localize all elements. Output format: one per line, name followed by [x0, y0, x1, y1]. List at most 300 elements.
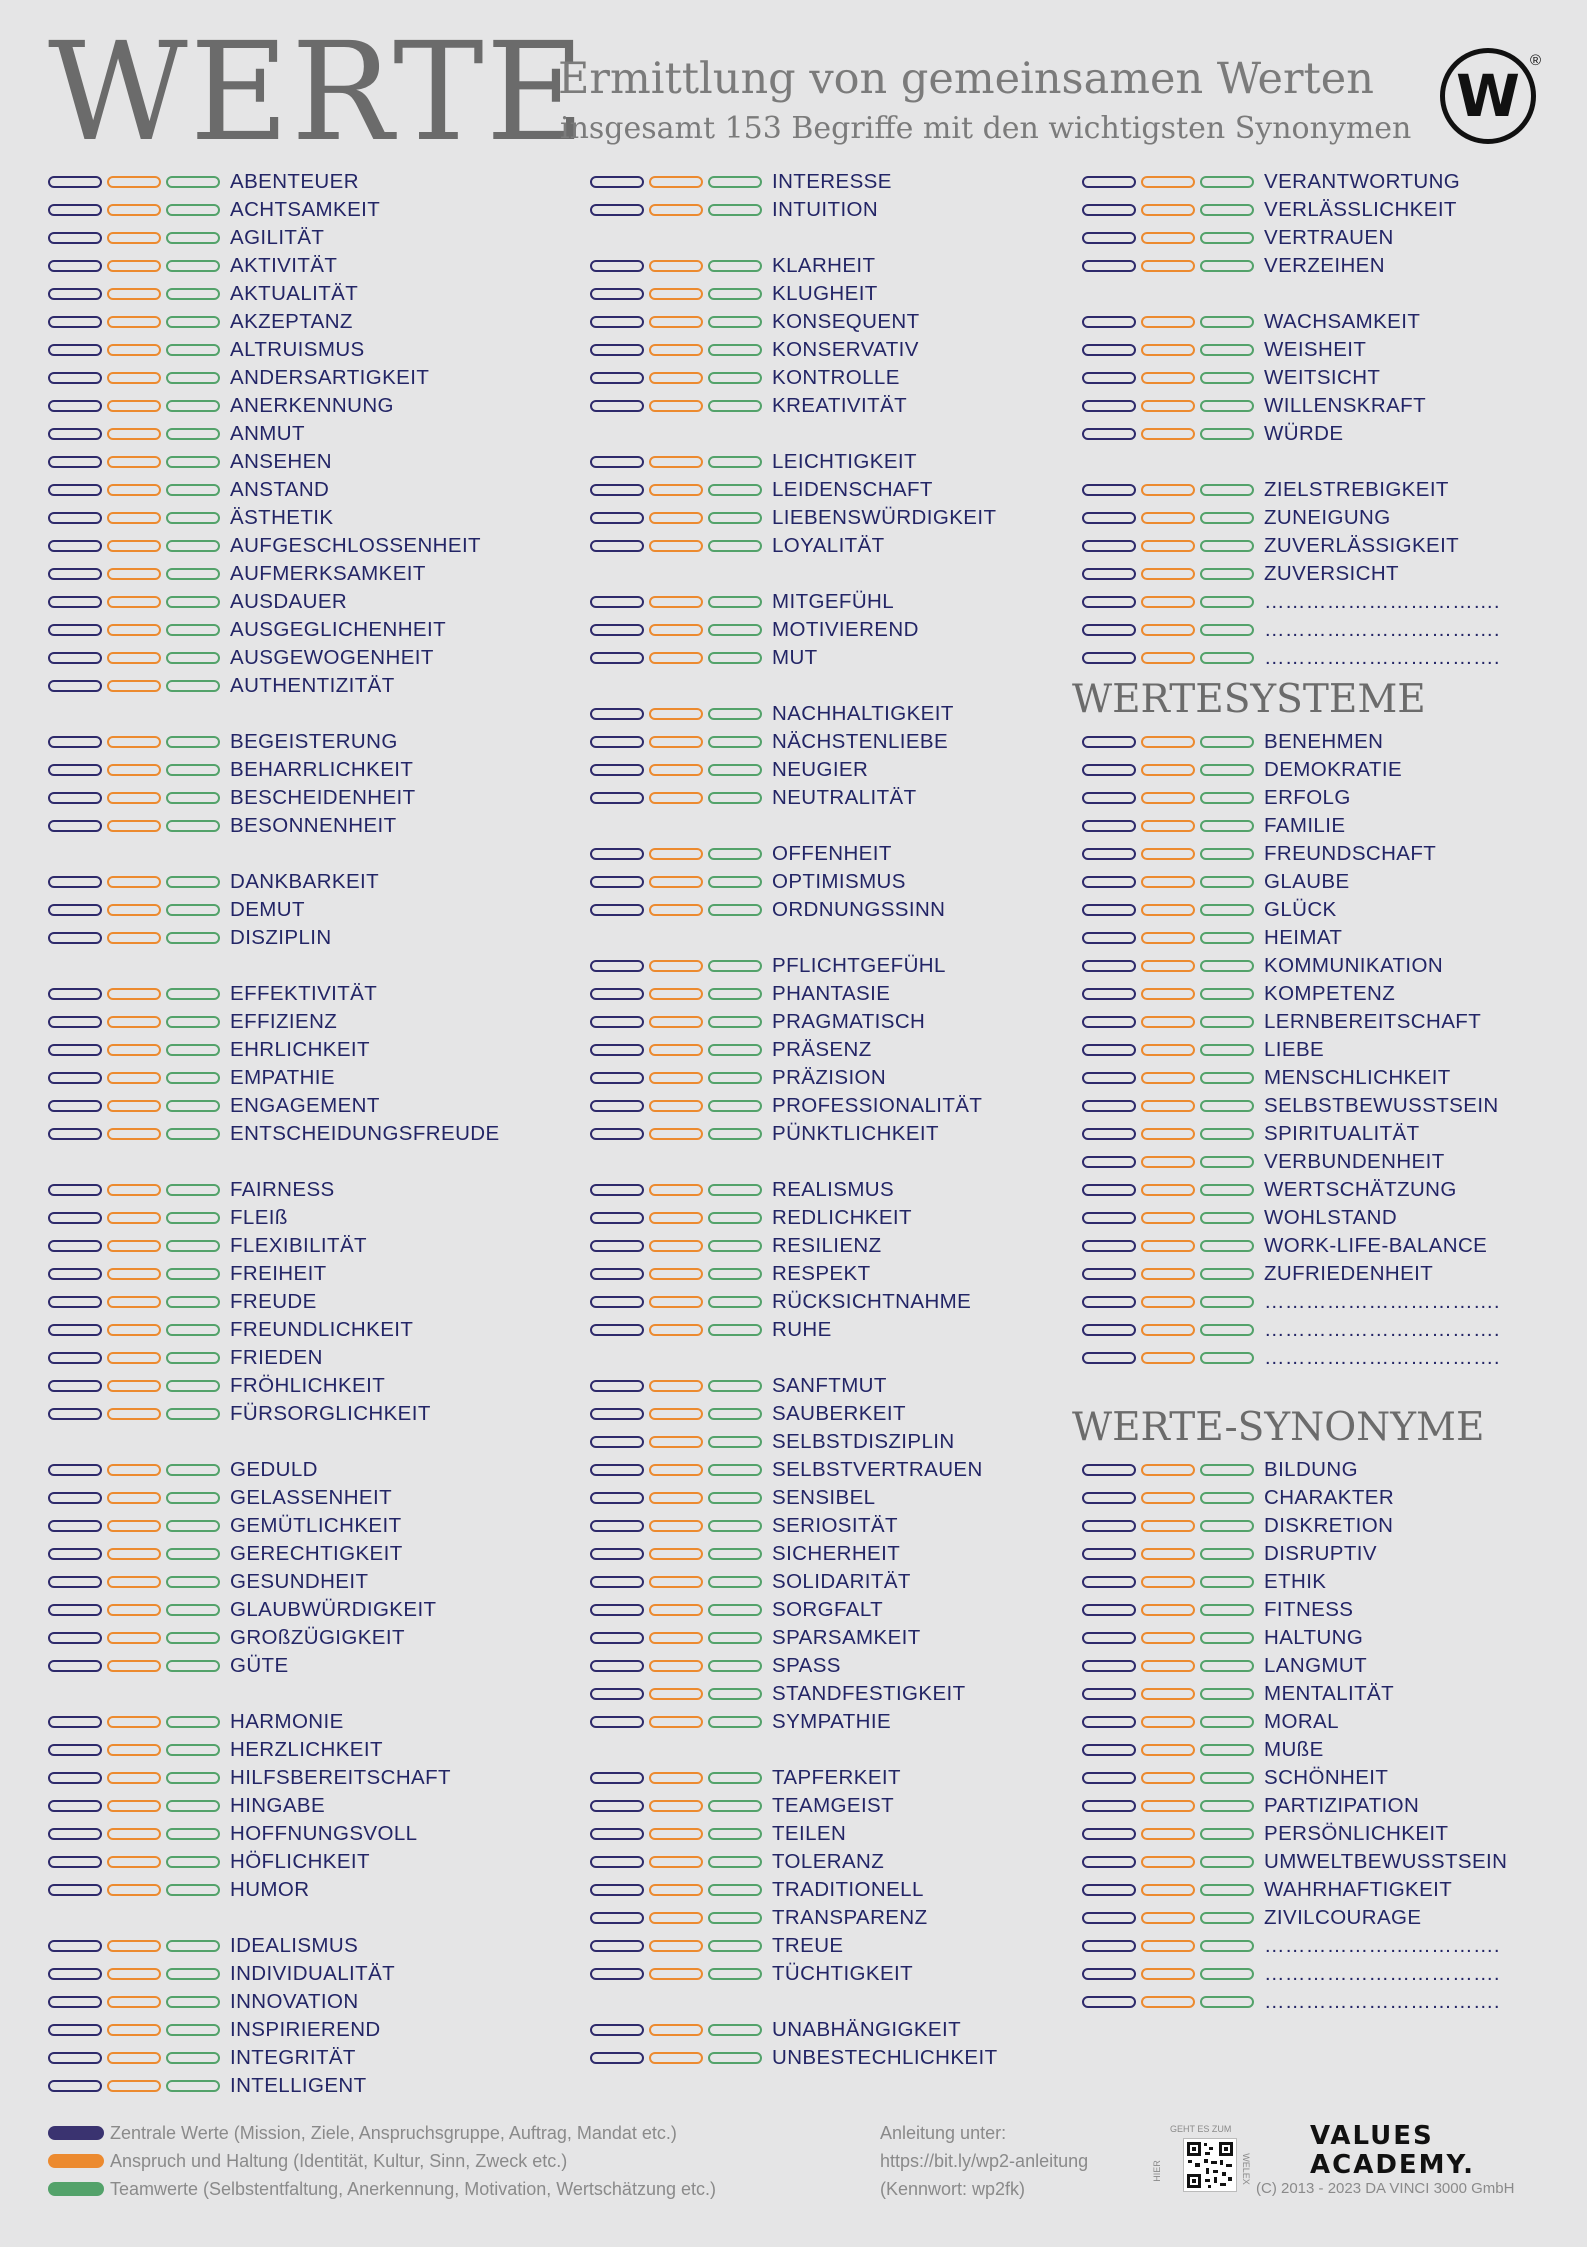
checkbox-zentrale-werte[interactable] — [1082, 1100, 1136, 1112]
checkbox-teamwerte[interactable] — [708, 1464, 762, 1476]
checkbox-zentrale-werte[interactable] — [48, 1744, 102, 1756]
checkbox-zentrale-werte[interactable] — [1082, 1884, 1136, 1896]
checkbox-anspruch-haltung[interactable] — [1141, 1716, 1195, 1728]
checkbox-anspruch-haltung[interactable] — [107, 2024, 161, 2036]
checkbox-zentrale-werte[interactable] — [590, 316, 644, 328]
checkbox-teamwerte[interactable] — [166, 1996, 220, 2008]
checkbox-zentrale-werte[interactable] — [590, 1856, 644, 1868]
checkbox-teamwerte[interactable] — [1200, 1184, 1254, 1196]
checkbox-zentrale-werte[interactable] — [48, 1856, 102, 1868]
checkbox-anspruch-haltung[interactable] — [649, 1128, 703, 1140]
checkbox-teamwerte[interactable] — [708, 1408, 762, 1420]
checkbox-anspruch-haltung[interactable] — [1141, 764, 1195, 776]
checkbox-teamwerte[interactable] — [708, 1044, 762, 1056]
checkbox-teamwerte[interactable] — [166, 1128, 220, 1140]
checkbox-teamwerte[interactable] — [708, 1212, 762, 1224]
checkbox-anspruch-haltung[interactable] — [1141, 652, 1195, 664]
checkbox-zentrale-werte[interactable] — [48, 1576, 102, 1588]
checkbox-teamwerte[interactable] — [708, 456, 762, 468]
checkbox-teamwerte[interactable] — [166, 1856, 220, 1868]
checkbox-anspruch-haltung[interactable] — [107, 1604, 161, 1616]
checkbox-anspruch-haltung[interactable] — [649, 1968, 703, 1980]
checkbox-teamwerte[interactable] — [708, 1800, 762, 1812]
checkbox-zentrale-werte[interactable] — [1082, 988, 1136, 1000]
checkbox-zentrale-werte[interactable] — [48, 540, 102, 552]
checkbox-teamwerte[interactable] — [166, 876, 220, 888]
checkbox-teamwerte[interactable] — [708, 1772, 762, 1784]
checkbox-anspruch-haltung[interactable] — [1141, 1268, 1195, 1280]
checkbox-zentrale-werte[interactable] — [590, 904, 644, 916]
checkbox-zentrale-werte[interactable] — [590, 1016, 644, 1028]
checkbox-teamwerte[interactable] — [166, 176, 220, 188]
checkbox-zentrale-werte[interactable] — [590, 400, 644, 412]
checkbox-zentrale-werte[interactable] — [1082, 1856, 1136, 1868]
checkbox-teamwerte[interactable] — [166, 1296, 220, 1308]
checkbox-zentrale-werte[interactable] — [590, 792, 644, 804]
checkbox-zentrale-werte[interactable] — [590, 1800, 644, 1812]
checkbox-anspruch-haltung[interactable] — [107, 568, 161, 580]
checkbox-anspruch-haltung[interactable] — [649, 1884, 703, 1896]
checkbox-anspruch-haltung[interactable] — [107, 428, 161, 440]
checkbox-zentrale-werte[interactable] — [48, 1800, 102, 1812]
checkbox-teamwerte[interactable] — [166, 1660, 220, 1672]
checkbox-anspruch-haltung[interactable] — [107, 876, 161, 888]
checkbox-anspruch-haltung[interactable] — [1141, 1912, 1195, 1924]
checkbox-anspruch-haltung[interactable] — [107, 1996, 161, 2008]
checkbox-zentrale-werte[interactable] — [1082, 1632, 1136, 1644]
checkbox-zentrale-werte[interactable] — [48, 764, 102, 776]
checkbox-teamwerte[interactable] — [1200, 1912, 1254, 1924]
checkbox-teamwerte[interactable] — [166, 1240, 220, 1252]
checkbox-anspruch-haltung[interactable] — [1141, 540, 1195, 552]
checkbox-zentrale-werte[interactable] — [48, 624, 102, 636]
checkbox-anspruch-haltung[interactable] — [649, 988, 703, 1000]
checkbox-anspruch-haltung[interactable] — [107, 1408, 161, 1420]
checkbox-anspruch-haltung[interactable] — [649, 708, 703, 720]
checkbox-anspruch-haltung[interactable] — [1141, 428, 1195, 440]
checkbox-teamwerte[interactable] — [1200, 652, 1254, 664]
checkbox-anspruch-haltung[interactable] — [649, 288, 703, 300]
checkbox-zentrale-werte[interactable] — [590, 1660, 644, 1672]
checkbox-anspruch-haltung[interactable] — [649, 1856, 703, 1868]
checkbox-anspruch-haltung[interactable] — [649, 1576, 703, 1588]
checkbox-anspruch-haltung[interactable] — [649, 1240, 703, 1252]
checkbox-teamwerte[interactable] — [708, 1884, 762, 1896]
checkbox-anspruch-haltung[interactable] — [649, 1520, 703, 1532]
checkbox-teamwerte[interactable] — [1200, 848, 1254, 860]
checkbox-anspruch-haltung[interactable] — [1141, 624, 1195, 636]
checkbox-zentrale-werte[interactable] — [1082, 260, 1136, 272]
checkbox-anspruch-haltung[interactable] — [107, 904, 161, 916]
checkbox-anspruch-haltung[interactable] — [649, 1184, 703, 1196]
checkbox-zentrale-werte[interactable] — [48, 1464, 102, 1476]
checkbox-zentrale-werte[interactable] — [1082, 1548, 1136, 1560]
checkbox-teamwerte[interactable] — [1200, 1576, 1254, 1588]
checkbox-anspruch-haltung[interactable] — [1141, 876, 1195, 888]
checkbox-teamwerte[interactable] — [1200, 1660, 1254, 1672]
checkbox-anspruch-haltung[interactable] — [1141, 1072, 1195, 1084]
checkbox-zentrale-werte[interactable] — [1082, 176, 1136, 188]
checkbox-zentrale-werte[interactable] — [48, 792, 102, 804]
checkbox-zentrale-werte[interactable] — [590, 1408, 644, 1420]
checkbox-teamwerte[interactable] — [1200, 1156, 1254, 1168]
checkbox-zentrale-werte[interactable] — [590, 372, 644, 384]
checkbox-teamwerte[interactable] — [1200, 1492, 1254, 1504]
checkbox-teamwerte[interactable] — [1200, 1996, 1254, 2008]
checkbox-zentrale-werte[interactable] — [1082, 1184, 1136, 1196]
checkbox-teamwerte[interactable] — [166, 1632, 220, 1644]
checkbox-teamwerte[interactable] — [1200, 624, 1254, 636]
checkbox-anspruch-haltung[interactable] — [1141, 1352, 1195, 1364]
checkbox-anspruch-haltung[interactable] — [1141, 1856, 1195, 1868]
checkbox-anspruch-haltung[interactable] — [649, 1100, 703, 1112]
checkbox-zentrale-werte[interactable] — [590, 484, 644, 496]
checkbox-teamwerte[interactable] — [708, 1324, 762, 1336]
checkbox-teamwerte[interactable] — [166, 260, 220, 272]
checkbox-teamwerte[interactable] — [166, 1940, 220, 1952]
checkbox-zentrale-werte[interactable] — [1082, 1968, 1136, 1980]
checkbox-teamwerte[interactable] — [166, 932, 220, 944]
checkbox-anspruch-haltung[interactable] — [1141, 1604, 1195, 1616]
checkbox-anspruch-haltung[interactable] — [107, 540, 161, 552]
checkbox-anspruch-haltung[interactable] — [1141, 484, 1195, 496]
checkbox-teamwerte[interactable] — [708, 1828, 762, 1840]
checkbox-zentrale-werte[interactable] — [48, 1884, 102, 1896]
checkbox-teamwerte[interactable] — [166, 904, 220, 916]
checkbox-teamwerte[interactable] — [1200, 960, 1254, 972]
checkbox-anspruch-haltung[interactable] — [107, 1632, 161, 1644]
checkbox-anspruch-haltung[interactable] — [107, 764, 161, 776]
checkbox-zentrale-werte[interactable] — [1082, 316, 1136, 328]
checkbox-zentrale-werte[interactable] — [48, 1184, 102, 1196]
checkbox-anspruch-haltung[interactable] — [1141, 1044, 1195, 1056]
checkbox-teamwerte[interactable] — [1200, 1296, 1254, 1308]
checkbox-teamwerte[interactable] — [1200, 1716, 1254, 1728]
checkbox-teamwerte[interactable] — [1200, 1464, 1254, 1476]
checkbox-anspruch-haltung[interactable] — [1141, 596, 1195, 608]
checkbox-zentrale-werte[interactable] — [1082, 1324, 1136, 1336]
checkbox-anspruch-haltung[interactable] — [649, 624, 703, 636]
checkbox-zentrale-werte[interactable] — [590, 736, 644, 748]
checkbox-anspruch-haltung[interactable] — [107, 2080, 161, 2092]
checkbox-teamwerte[interactable] — [166, 820, 220, 832]
checkbox-anspruch-haltung[interactable] — [1141, 1996, 1195, 2008]
checkbox-teamwerte[interactable] — [166, 1800, 220, 1812]
checkbox-zentrale-werte[interactable] — [590, 1436, 644, 1448]
checkbox-anspruch-haltung[interactable] — [107, 1520, 161, 1532]
checkbox-teamwerte[interactable] — [708, 1716, 762, 1728]
checkbox-zentrale-werte[interactable] — [590, 1576, 644, 1588]
checkbox-zentrale-werte[interactable] — [590, 848, 644, 860]
checkbox-teamwerte[interactable] — [708, 1576, 762, 1588]
checkbox-anspruch-haltung[interactable] — [1141, 1100, 1195, 1112]
checkbox-teamwerte[interactable] — [708, 344, 762, 356]
checkbox-teamwerte[interactable] — [708, 708, 762, 720]
checkbox-zentrale-werte[interactable] — [590, 1604, 644, 1616]
checkbox-teamwerte[interactable] — [708, 1520, 762, 1532]
checkbox-anspruch-haltung[interactable] — [649, 400, 703, 412]
checkbox-anspruch-haltung[interactable] — [1141, 1660, 1195, 1672]
checkbox-zentrale-werte[interactable] — [590, 176, 644, 188]
checkbox-zentrale-werte[interactable] — [1082, 1240, 1136, 1252]
checkbox-anspruch-haltung[interactable] — [1141, 204, 1195, 216]
checkbox-zentrale-werte[interactable] — [48, 1492, 102, 1504]
checkbox-anspruch-haltung[interactable] — [107, 1716, 161, 1728]
checkbox-zentrale-werte[interactable] — [1082, 1660, 1136, 1672]
checkbox-zentrale-werte[interactable] — [48, 1240, 102, 1252]
checkbox-teamwerte[interactable] — [166, 1212, 220, 1224]
checkbox-anspruch-haltung[interactable] — [649, 1548, 703, 1560]
checkbox-zentrale-werte[interactable] — [1082, 1520, 1136, 1532]
checkbox-teamwerte[interactable] — [708, 764, 762, 776]
checkbox-zentrale-werte[interactable] — [1082, 1996, 1136, 2008]
checkbox-teamwerte[interactable] — [1200, 1800, 1254, 1812]
checkbox-zentrale-werte[interactable] — [1082, 484, 1136, 496]
checkbox-teamwerte[interactable] — [166, 1968, 220, 1980]
checkbox-anspruch-haltung[interactable] — [649, 876, 703, 888]
checkbox-teamwerte[interactable] — [1200, 1072, 1254, 1084]
checkbox-zentrale-werte[interactable] — [590, 1100, 644, 1112]
checkbox-anspruch-haltung[interactable] — [649, 1296, 703, 1308]
checkbox-anspruch-haltung[interactable] — [649, 2024, 703, 2036]
checkbox-anspruch-haltung[interactable] — [649, 512, 703, 524]
checkbox-teamwerte[interactable] — [1200, 1632, 1254, 1644]
checkbox-anspruch-haltung[interactable] — [1141, 1296, 1195, 1308]
checkbox-anspruch-haltung[interactable] — [1141, 316, 1195, 328]
checkbox-zentrale-werte[interactable] — [1082, 1940, 1136, 1952]
checkbox-teamwerte[interactable] — [166, 652, 220, 664]
checkbox-zentrale-werte[interactable] — [590, 456, 644, 468]
checkbox-zentrale-werte[interactable] — [590, 1548, 644, 1560]
checkbox-anspruch-haltung[interactable] — [1141, 260, 1195, 272]
checkbox-anspruch-haltung[interactable] — [649, 960, 703, 972]
checkbox-zentrale-werte[interactable] — [48, 820, 102, 832]
checkbox-zentrale-werte[interactable] — [48, 288, 102, 300]
checkbox-zentrale-werte[interactable] — [590, 624, 644, 636]
checkbox-anspruch-haltung[interactable] — [107, 372, 161, 384]
checkbox-teamwerte[interactable] — [166, 1072, 220, 1084]
checkbox-anspruch-haltung[interactable] — [649, 1912, 703, 1924]
checkbox-anspruch-haltung[interactable] — [107, 652, 161, 664]
checkbox-anspruch-haltung[interactable] — [107, 1828, 161, 1840]
checkbox-anspruch-haltung[interactable] — [107, 1884, 161, 1896]
checkbox-zentrale-werte[interactable] — [1082, 652, 1136, 664]
checkbox-teamwerte[interactable] — [1200, 232, 1254, 244]
checkbox-teamwerte[interactable] — [1200, 372, 1254, 384]
checkbox-zentrale-werte[interactable] — [1082, 1212, 1136, 1224]
checkbox-anspruch-haltung[interactable] — [107, 680, 161, 692]
checkbox-anspruch-haltung[interactable] — [107, 736, 161, 748]
checkbox-zentrale-werte[interactable] — [590, 1380, 644, 1392]
checkbox-teamwerte[interactable] — [1200, 1940, 1254, 1952]
checkbox-zentrale-werte[interactable] — [48, 372, 102, 384]
checkbox-anspruch-haltung[interactable] — [1141, 344, 1195, 356]
checkbox-zentrale-werte[interactable] — [1082, 792, 1136, 804]
checkbox-zentrale-werte[interactable] — [48, 2052, 102, 2064]
checkbox-zentrale-werte[interactable] — [48, 316, 102, 328]
checkbox-anspruch-haltung[interactable] — [1141, 1828, 1195, 1840]
checkbox-teamwerte[interactable] — [708, 876, 762, 888]
checkbox-zentrale-werte[interactable] — [590, 1716, 644, 1728]
checkbox-anspruch-haltung[interactable] — [107, 1772, 161, 1784]
checkbox-teamwerte[interactable] — [1200, 316, 1254, 328]
checkbox-zentrale-werte[interactable] — [590, 260, 644, 272]
checkbox-teamwerte[interactable] — [708, 288, 762, 300]
checkbox-anspruch-haltung[interactable] — [1141, 820, 1195, 832]
checkbox-zentrale-werte[interactable] — [1082, 1296, 1136, 1308]
checkbox-anspruch-haltung[interactable] — [649, 1940, 703, 1952]
checkbox-zentrale-werte[interactable] — [48, 1604, 102, 1616]
checkbox-anspruch-haltung[interactable] — [1141, 1548, 1195, 1560]
checkbox-teamwerte[interactable] — [708, 176, 762, 188]
checkbox-anspruch-haltung[interactable] — [649, 1408, 703, 1420]
checkbox-zentrale-werte[interactable] — [1082, 1156, 1136, 1168]
checkbox-anspruch-haltung[interactable] — [107, 316, 161, 328]
checkbox-zentrale-werte[interactable] — [590, 2052, 644, 2064]
checkbox-anspruch-haltung[interactable] — [649, 792, 703, 804]
checkbox-zentrale-werte[interactable] — [48, 596, 102, 608]
checkbox-teamwerte[interactable] — [166, 1772, 220, 1784]
checkbox-anspruch-haltung[interactable] — [107, 1940, 161, 1952]
checkbox-zentrale-werte[interactable] — [48, 652, 102, 664]
checkbox-teamwerte[interactable] — [1200, 904, 1254, 916]
checkbox-zentrale-werte[interactable] — [590, 652, 644, 664]
checkbox-zentrale-werte[interactable] — [1082, 1352, 1136, 1364]
checkbox-zentrale-werte[interactable] — [590, 1464, 644, 1476]
checkbox-anspruch-haltung[interactable] — [1141, 1940, 1195, 1952]
checkbox-teamwerte[interactable] — [166, 792, 220, 804]
checkbox-teamwerte[interactable] — [1200, 736, 1254, 748]
checkbox-teamwerte[interactable] — [708, 1128, 762, 1140]
checkbox-anspruch-haltung[interactable] — [107, 1660, 161, 1672]
checkbox-zentrale-werte[interactable] — [1082, 428, 1136, 440]
checkbox-zentrale-werte[interactable] — [48, 1128, 102, 1140]
checkbox-anspruch-haltung[interactable] — [107, 820, 161, 832]
checkbox-anspruch-haltung[interactable] — [649, 1380, 703, 1392]
checkbox-anspruch-haltung[interactable] — [107, 1800, 161, 1812]
checkbox-anspruch-haltung[interactable] — [649, 1688, 703, 1700]
checkbox-zentrale-werte[interactable] — [48, 2024, 102, 2036]
checkbox-zentrale-werte[interactable] — [590, 1044, 644, 1056]
checkbox-zentrale-werte[interactable] — [48, 736, 102, 748]
checkbox-teamwerte[interactable] — [1200, 876, 1254, 888]
checkbox-teamwerte[interactable] — [708, 1100, 762, 1112]
checkbox-teamwerte[interactable] — [166, 1604, 220, 1616]
checkbox-teamwerte[interactable] — [166, 596, 220, 608]
checkbox-anspruch-haltung[interactable] — [649, 540, 703, 552]
checkbox-anspruch-haltung[interactable] — [649, 484, 703, 496]
checkbox-zentrale-werte[interactable] — [48, 904, 102, 916]
checkbox-teamwerte[interactable] — [708, 1240, 762, 1252]
checkbox-zentrale-werte[interactable] — [590, 1772, 644, 1784]
checkbox-teamwerte[interactable] — [708, 1604, 762, 1616]
checkbox-teamwerte[interactable] — [1200, 1044, 1254, 1056]
checkbox-zentrale-werte[interactable] — [1082, 1772, 1136, 1784]
checkbox-anspruch-haltung[interactable] — [649, 1828, 703, 1840]
checkbox-anspruch-haltung[interactable] — [1141, 400, 1195, 412]
checkbox-anspruch-haltung[interactable] — [649, 1660, 703, 1672]
checkbox-anspruch-haltung[interactable] — [1141, 1464, 1195, 1476]
checkbox-teamwerte[interactable] — [708, 988, 762, 1000]
checkbox-zentrale-werte[interactable] — [48, 680, 102, 692]
checkbox-anspruch-haltung[interactable] — [649, 1044, 703, 1056]
checkbox-zentrale-werte[interactable] — [1082, 1688, 1136, 1700]
checkbox-zentrale-werte[interactable] — [1082, 1800, 1136, 1812]
checkbox-zentrale-werte[interactable] — [1082, 820, 1136, 832]
checkbox-teamwerte[interactable] — [708, 316, 762, 328]
checkbox-anspruch-haltung[interactable] — [649, 176, 703, 188]
checkbox-anspruch-haltung[interactable] — [107, 344, 161, 356]
checkbox-anspruch-haltung[interactable] — [107, 1016, 161, 1028]
checkbox-anspruch-haltung[interactable] — [107, 1856, 161, 1868]
checkbox-teamwerte[interactable] — [708, 1072, 762, 1084]
checkbox-zentrale-werte[interactable] — [48, 456, 102, 468]
checkbox-zentrale-werte[interactable] — [48, 1660, 102, 1672]
checkbox-anspruch-haltung[interactable] — [1141, 1492, 1195, 1504]
checkbox-teamwerte[interactable] — [1200, 1744, 1254, 1756]
checkbox-anspruch-haltung[interactable] — [649, 1436, 703, 1448]
checkbox-anspruch-haltung[interactable] — [107, 1128, 161, 1140]
checkbox-teamwerte[interactable] — [166, 736, 220, 748]
checkbox-anspruch-haltung[interactable] — [107, 1240, 161, 1252]
checkbox-teamwerte[interactable] — [166, 1380, 220, 1392]
checkbox-zentrale-werte[interactable] — [1082, 540, 1136, 552]
checkbox-zentrale-werte[interactable] — [1082, 1268, 1136, 1280]
checkbox-anspruch-haltung[interactable] — [1141, 1184, 1195, 1196]
checkbox-zentrale-werte[interactable] — [48, 1016, 102, 1028]
checkbox-teamwerte[interactable] — [1200, 1268, 1254, 1280]
checkbox-teamwerte[interactable] — [166, 2024, 220, 2036]
checkbox-zentrale-werte[interactable] — [590, 512, 644, 524]
checkbox-anspruch-haltung[interactable] — [1141, 1968, 1195, 1980]
checkbox-anspruch-haltung[interactable] — [1141, 1016, 1195, 1028]
checkbox-zentrale-werte[interactable] — [590, 344, 644, 356]
checkbox-teamwerte[interactable] — [708, 1856, 762, 1868]
checkbox-anspruch-haltung[interactable] — [107, 1744, 161, 1756]
checkbox-teamwerte[interactable] — [166, 540, 220, 552]
checkbox-zentrale-werte[interactable] — [48, 876, 102, 888]
checkbox-teamwerte[interactable] — [708, 624, 762, 636]
checkbox-teamwerte[interactable] — [166, 1828, 220, 1840]
checkbox-teamwerte[interactable] — [166, 1520, 220, 1532]
checkbox-anspruch-haltung[interactable] — [107, 204, 161, 216]
checkbox-anspruch-haltung[interactable] — [107, 456, 161, 468]
checkbox-teamwerte[interactable] — [166, 1464, 220, 1476]
checkbox-zentrale-werte[interactable] — [48, 932, 102, 944]
checkbox-teamwerte[interactable] — [708, 1296, 762, 1308]
checkbox-zentrale-werte[interactable] — [48, 232, 102, 244]
checkbox-zentrale-werte[interactable] — [590, 1828, 644, 1840]
checkbox-teamwerte[interactable] — [1200, 932, 1254, 944]
checkbox-teamwerte[interactable] — [1200, 988, 1254, 1000]
checkbox-zentrale-werte[interactable] — [48, 1996, 102, 2008]
checkbox-anspruch-haltung[interactable] — [649, 1716, 703, 1728]
checkbox-zentrale-werte[interactable] — [48, 1632, 102, 1644]
checkbox-teamwerte[interactable] — [708, 1660, 762, 1672]
checkbox-teamwerte[interactable] — [708, 2024, 762, 2036]
checkbox-anspruch-haltung[interactable] — [1141, 1884, 1195, 1896]
checkbox-zentrale-werte[interactable] — [48, 568, 102, 580]
checkbox-teamwerte[interactable] — [166, 624, 220, 636]
checkbox-anspruch-haltung[interactable] — [107, 932, 161, 944]
checkbox-anspruch-haltung[interactable] — [107, 1184, 161, 1196]
checkbox-teamwerte[interactable] — [166, 288, 220, 300]
checkbox-zentrale-werte[interactable] — [590, 876, 644, 888]
checkbox-zentrale-werte[interactable] — [1082, 848, 1136, 860]
checkbox-zentrale-werte[interactable] — [1082, 372, 1136, 384]
checkbox-zentrale-werte[interactable] — [590, 1184, 644, 1196]
checkbox-zentrale-werte[interactable] — [1082, 1576, 1136, 1588]
